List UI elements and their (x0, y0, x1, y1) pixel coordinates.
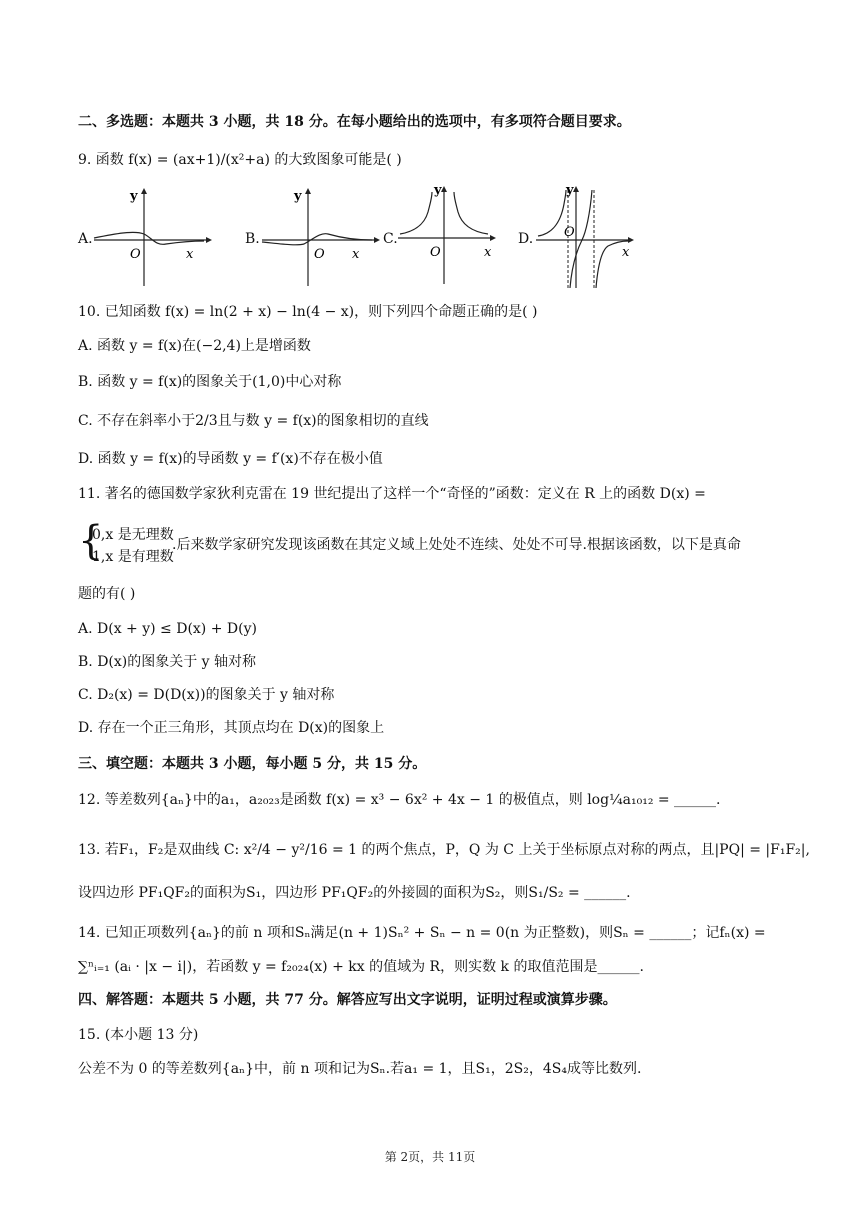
section3-heading: 三、填空题：本题共 3 小题，每小题 5 分，共 15 分。 (78, 756, 427, 772)
q10-stem: 10. 已知函数 f(x) = ln(2 + x) − ln(4 − x)，则下列四个命题正确的是( ) (78, 304, 538, 320)
q10-option-b: B. 函数 y = f(x)的图象关于(1,0)中心对称 (78, 374, 342, 390)
q9-option-c-label: C. (383, 231, 398, 247)
page-footer: 第 2页，共 11页 (384, 1150, 476, 1164)
q9-graph-a-origin: O (130, 247, 141, 262)
q11-option-c: C. D₂(x) = D(D(x))的图象关于 y 轴对称 (78, 687, 335, 703)
q12-text: 12. 等差数列{aₙ}中的a₁，a₂₀₂₃是函数 f(x) = x³ − 6x² + 4x − 1 的极值点，则 log¼a₁₀₁₂ = ______. (78, 792, 721, 808)
q11-stem-line2: .后来数学家研究发现该函数在其定义域上处处不连续、处处不可导.根据该函数，以下是真命 (172, 537, 741, 553)
q9-graph-a (94, 186, 214, 286)
q11-option-d: D. 存在一个正三角形，其顶点均在 D(x)的图象上 (78, 720, 385, 736)
q9-graph-d (536, 184, 640, 288)
q9-graph-d-origin: O (564, 225, 575, 240)
q11-option-a: A. D(x + y) ≤ D(x) + D(y) (78, 621, 257, 637)
q9-option-b-label: B. (245, 231, 260, 247)
q9-option-d-label: D. (518, 231, 534, 247)
q15-title: 15. (本小题 13 分) (78, 1027, 199, 1043)
q9-stem: 9. 函数 f(x) = (ax+1)/(x²+a) 的大致图象可能是( ) (78, 152, 402, 168)
q11-stem-line1: 11. 著名的德国数学家狄利克雷在 19 世纪提出了这样一个“奇怪的”函数：定义在 R 上的函数 D(x) = (78, 486, 706, 502)
q11-case-rational: 1,x 是有理数 (92, 549, 174, 565)
q10-option-a: A. 函数 y = f(x)在(−2,4)上是增函数 (78, 338, 311, 354)
q9-graph-b-origin: O (314, 247, 325, 262)
q9-graph-d-y-label: y (566, 183, 574, 198)
q14-line2: ∑ⁿᵢ₌₁ (aᵢ · |x − i|)，若函数 y = f₂₀₂₄(x) + kx 的值域为 R，则实数 k 的取值范围是______. (78, 959, 644, 975)
q9-option-a-label: A. (78, 231, 93, 247)
q9-graph-c-x-label: x (484, 245, 492, 260)
q15-text: 公差不为 0 的等差数列{aₙ}中，前 n 项和记为Sₙ.若a₁ = 1，且S₁，2S₂，4S₄成等比数列. (78, 1061, 642, 1077)
q11-option-b: B. D(x)的图象关于 y 轴对称 (78, 654, 257, 670)
q9-graph-b-x-label: x (352, 247, 360, 262)
q11-case-irrational: 0,x 是无理数 (92, 527, 174, 543)
q14-line1: 14. 已知正项数列{aₙ}的前 n 项和Sₙ满足(n + 1)Sₙ² + Sₙ − n = 0(n 为正整数)，则Sₙ = ______；记fₙ(x) = (78, 925, 766, 941)
q9-graph-b (262, 186, 382, 286)
q9-graph-a-x-label: x (186, 247, 194, 262)
q9-graph-c (398, 184, 498, 284)
q10-option-d: D. 函数 y = f(x)的导函数 y = f′(x)不存在极小值 (78, 451, 383, 467)
q9-graph-a-y-label: y (130, 189, 138, 204)
q11-stem-line3: 题的有( ) (78, 586, 136, 602)
q13-line1: 13. 若F₁，F₂是双曲线 C: x²/4 − y²/16 = 1 的两个焦点，P，Q 为 C 上关于坐标原点对称的两点，且|PQ| = |F₁F₂|, (78, 842, 810, 858)
q9-graph-c-origin: O (430, 245, 441, 260)
section2-heading: 二、多选题：本题共 3 小题，共 18 分。在每小题给出的选项中，有多项符合题目要求。 (78, 114, 631, 130)
q9-graph-d-x-label: x (622, 245, 630, 260)
q10-option-c: C. 不存在斜率小于2/3且与数 y = f(x)的图象相切的直线 (78, 413, 429, 429)
q13-line2: 设四边形 PF₁QF₂的面积为S₁，四边形 PF₁QF₂的外接圆的面积为S₂，则S₁/S₂ = ______. (78, 885, 631, 901)
q9-graph-c-y-label: y (434, 183, 442, 198)
section4-heading: 四、解答题：本题共 5 小题，共 77 分。解答应写出文字说明，证明过程或演算步骤。 (78, 992, 617, 1008)
q9-graph-b-y-label: y (294, 189, 302, 204)
q11-brace: { (78, 518, 104, 564)
